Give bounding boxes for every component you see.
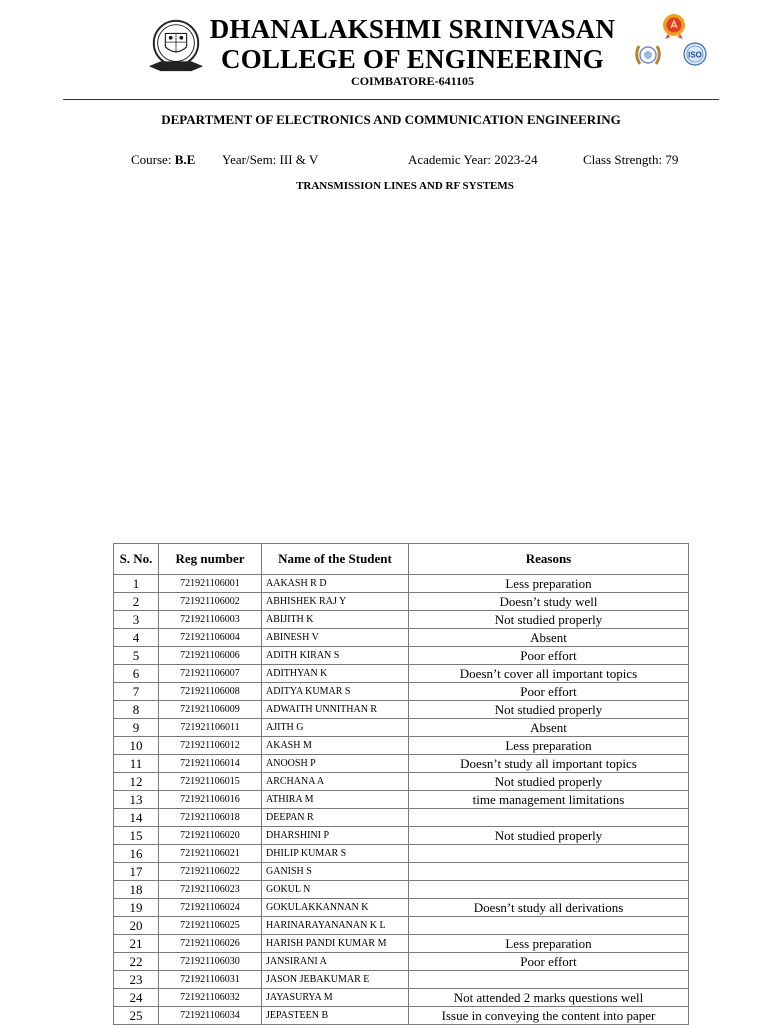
table-row xyxy=(114,755,689,773)
table-row xyxy=(114,989,689,1007)
table-row xyxy=(114,593,689,611)
table-row xyxy=(114,953,689,971)
table-row xyxy=(114,773,689,791)
row-reason xyxy=(409,917,689,935)
row-reg-number: 721921106015 xyxy=(159,773,262,791)
college-name-line2: COLLEGE OF ENGINEERING xyxy=(221,44,604,74)
row-student-name: ABHISHEK RAJ Y xyxy=(262,593,409,611)
row-reason: Poor effort xyxy=(409,953,689,971)
row-student-name: GOKUL N xyxy=(262,881,409,899)
row-reg-number: 721921106031 xyxy=(159,971,262,989)
row-reg-number: 721921106026 xyxy=(159,935,262,953)
row-student-name: ANOOSH P xyxy=(262,755,409,773)
table-row xyxy=(114,971,689,989)
header-divider xyxy=(63,99,719,100)
table-row xyxy=(114,1007,689,1025)
class-strength-info: Class Strength: 79 xyxy=(583,152,679,167)
row-reason: Absent xyxy=(409,629,689,647)
row-reason xyxy=(409,881,689,899)
row-sno: 10 xyxy=(114,737,159,755)
row-sno: 5 xyxy=(114,647,159,665)
table-row xyxy=(114,917,689,935)
row-sno: 3 xyxy=(114,611,159,629)
row-student-name: DEEPAN R xyxy=(262,809,409,827)
row-reason: time management limitations xyxy=(409,791,689,809)
row-student-name: HARINARAYANANAN K L xyxy=(262,917,409,935)
row-sno: 19 xyxy=(114,899,159,917)
row-sno: 22 xyxy=(114,953,159,971)
table-row xyxy=(114,845,689,863)
table-row xyxy=(114,575,689,593)
row-student-name: JASON JEBAKUMAR E xyxy=(262,971,409,989)
row-reason: Issue in conveying the content into paper xyxy=(409,1007,689,1025)
row-sno: 18 xyxy=(114,881,159,899)
year-sem-info: Year/Sem: III & V xyxy=(222,152,319,167)
row-reason: Doesn’t study well xyxy=(409,593,689,611)
subject-title: TRANSMISSION LINES AND RF SYSTEMS xyxy=(296,180,514,192)
table-row xyxy=(114,665,689,683)
row-reg-number: 721921106007 xyxy=(159,665,262,683)
table-row xyxy=(114,683,689,701)
row-sno: 25 xyxy=(114,1007,159,1025)
row-reason: Doesn’t study all derivations xyxy=(409,899,689,917)
department-heading: DEPARTMENT OF ELECTRONICS AND COMMUNICATION ENGINEERING xyxy=(161,112,621,127)
row-sno: 21 xyxy=(114,935,159,953)
college-location: COIMBATORE-641105 xyxy=(351,74,474,88)
row-reg-number: 721921106003 xyxy=(159,611,262,629)
college-emblem-icon xyxy=(147,16,205,74)
table-row xyxy=(114,899,689,917)
row-student-name: AKASH M xyxy=(262,737,409,755)
row-reg-number: 721921106012 xyxy=(159,737,262,755)
row-student-name: JANSIRANI A xyxy=(262,953,409,971)
row-reg-number: 721921106018 xyxy=(159,809,262,827)
row-sno: 16 xyxy=(114,845,159,863)
row-sno: 23 xyxy=(114,971,159,989)
table-row xyxy=(114,737,689,755)
row-student-name: ABINESH V xyxy=(262,629,409,647)
row-sno: 17 xyxy=(114,863,159,881)
header-reg-number: Reg number xyxy=(159,544,262,575)
row-reason xyxy=(409,971,689,989)
row-reason: Doesn’t cover all important topics xyxy=(409,665,689,683)
row-reg-number: 721921106014 xyxy=(159,755,262,773)
letterhead xyxy=(0,0,768,104)
header-sno: S. No. xyxy=(114,544,159,575)
row-sno: 13 xyxy=(114,791,159,809)
row-reason: Less preparation xyxy=(409,575,689,593)
row-sno: 7 xyxy=(114,683,159,701)
row-student-name: ADWAITH UNNITHAN R xyxy=(262,701,409,719)
row-reason: Less preparation xyxy=(409,935,689,953)
row-reg-number: 721921106006 xyxy=(159,647,262,665)
table-row xyxy=(114,791,689,809)
row-reg-number: 721921106020 xyxy=(159,827,262,845)
naac-badge-icon xyxy=(633,41,663,69)
table-row xyxy=(114,881,689,899)
row-reason: Not studied properly xyxy=(409,773,689,791)
table-body xyxy=(114,575,689,1025)
row-reason: Not studied properly xyxy=(409,611,689,629)
table-header-row xyxy=(114,544,689,575)
row-student-name: ADITYA KUMAR S xyxy=(262,683,409,701)
row-reason xyxy=(409,845,689,863)
row-sno: 14 xyxy=(114,809,159,827)
row-reg-number: 721921106034 xyxy=(159,1007,262,1025)
row-student-name: HARISH PANDI KUMAR M xyxy=(262,935,409,953)
row-reg-number: 721921106004 xyxy=(159,629,262,647)
row-reg-number: 721921106024 xyxy=(159,899,262,917)
table-row xyxy=(114,809,689,827)
row-reason: Doesn’t study all important topics xyxy=(409,755,689,773)
row-sno: 2 xyxy=(114,593,159,611)
row-student-name: ADITH KIRAN S xyxy=(262,647,409,665)
row-sno: 12 xyxy=(114,773,159,791)
row-student-name: DHILIP KUMAR S xyxy=(262,845,409,863)
row-reg-number: 721921106009 xyxy=(159,701,262,719)
row-sno: 6 xyxy=(114,665,159,683)
row-reg-number: 721921106016 xyxy=(159,791,262,809)
svg-text:ISO: ISO xyxy=(688,50,702,60)
row-reg-number: 721921106022 xyxy=(159,863,262,881)
row-reg-number: 721921106032 xyxy=(159,989,262,1007)
row-reason: Not studied properly xyxy=(409,701,689,719)
row-sno: 1 xyxy=(114,575,159,593)
table-row xyxy=(114,701,689,719)
row-reason: Poor effort xyxy=(409,683,689,701)
row-sno: 20 xyxy=(114,917,159,935)
row-student-name: GANISH S xyxy=(262,863,409,881)
header-student-name: Name of the Student xyxy=(262,544,409,575)
row-sno: 15 xyxy=(114,827,159,845)
table-row xyxy=(114,647,689,665)
row-sno: 8 xyxy=(114,701,159,719)
row-reason xyxy=(409,809,689,827)
table-row xyxy=(114,611,689,629)
row-student-name: ADITHYAN K xyxy=(262,665,409,683)
course-info xyxy=(131,152,195,168)
table-row xyxy=(114,827,689,845)
row-reg-number: 721921106023 xyxy=(159,881,262,899)
row-student-name: ARCHANA A xyxy=(262,773,409,791)
table-row xyxy=(114,863,689,881)
row-reg-number: 721921106011 xyxy=(159,719,262,737)
row-reg-number: 721921106002 xyxy=(159,593,262,611)
college-name-line1: DHANALAKSHMI SRINIVASAN xyxy=(209,14,616,44)
iso-badge-icon xyxy=(681,41,709,69)
course-label: Course: xyxy=(131,152,172,167)
row-student-name: GOKULAKKANNAN K xyxy=(262,899,409,917)
row-sno: 24 xyxy=(114,989,159,1007)
row-reg-number: 721921106021 xyxy=(159,845,262,863)
row-reason: Absent xyxy=(409,719,689,737)
a-plus-badge-icon xyxy=(660,12,688,40)
row-sno: 9 xyxy=(114,719,159,737)
row-reason: Less preparation xyxy=(409,737,689,755)
row-student-name: DHARSHINI P xyxy=(262,827,409,845)
row-student-name: ABIJITH K xyxy=(262,611,409,629)
row-reason xyxy=(409,863,689,881)
row-student-name: JEPASTEEN B xyxy=(262,1007,409,1025)
row-reg-number: 721921106030 xyxy=(159,953,262,971)
row-student-name: JAYASURYA M xyxy=(262,989,409,1007)
row-sno: 4 xyxy=(114,629,159,647)
table-row xyxy=(114,719,689,737)
course-value: B.E xyxy=(174,152,196,167)
row-reason: Not attended 2 marks questions well xyxy=(409,989,689,1007)
row-student-name: AJITH G xyxy=(262,719,409,737)
row-student-name: ATHIRA M xyxy=(262,791,409,809)
academic-year-info: Academic Year: 2023-24 xyxy=(408,152,538,167)
row-reg-number: 721921106025 xyxy=(159,917,262,935)
row-sno: 11 xyxy=(114,755,159,773)
row-reg-number: 721921106008 xyxy=(159,683,262,701)
table-row xyxy=(114,935,689,953)
header-reasons: Reasons xyxy=(409,544,689,575)
students-table xyxy=(113,543,689,1025)
row-reason: Not studied properly xyxy=(409,827,689,845)
table-row xyxy=(114,629,689,647)
row-reason: Poor effort xyxy=(409,647,689,665)
row-student-name: AAKASH R D xyxy=(262,575,409,593)
row-reg-number: 721921106001 xyxy=(159,575,262,593)
